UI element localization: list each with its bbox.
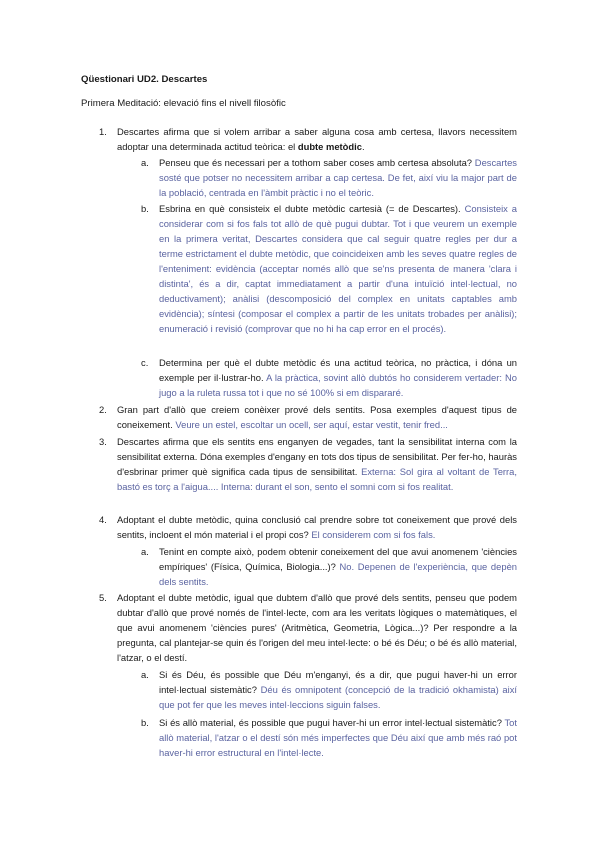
question-1b-letter: b. <box>141 203 149 214</box>
question-3-number: 3. <box>99 436 107 447</box>
question-4a-answer: No. Depenen de l'experiència, que depèn dels sentits. <box>159 561 517 587</box>
question-4-number: 4. <box>99 514 107 525</box>
question-1c-text: Determina per què el dubte metòdic és una actitud teòrica, no pràctica, i dóna un exemple per il·lustrar-ho. A la pràctica, sovint allò dubtós ho considerem vertader: No jugo a la ruleta russa tot i que no sé 100% si em dispararé. <box>159 357 517 398</box>
question-5a-text: Si és Déu, és possible que Déu m'enganyi, és a dir, que pugui haver-hi un error intel·lectual sistemàtic? Déu és omnipotent (concepció de la tradició okhamista) així que pot fer que les meves intel·leccions siguin falses. <box>159 669 517 710</box>
question-2-number: 2. <box>99 404 107 415</box>
question-1b-text: Esbrina en què consisteix el dubte metòdic cartesià (= de Descartes). Consisteix a considerar com si fos fals tot allò de què pugui dubtar. Tot i que veurem un exemple en la primera veritat, Descartes considera que cal seguir quatre regles per dur a terme estrictament el dubte metòdic, que coincideixen amb les seves quatre regles de l'enteniment: evidència (acceptar només allò que se'ns presenta de manera 'clara i distinta', és a dir, captat immediatament a partir d'una intuïció intel·lectual, no deductivament); anàlisi (descomposició del complex en unitats captables amb evidència); síntesi (composar el complex a partir de les unitats trobades per anàlisi); enumeració i revisió (comprovar que no hi ha cap error en el procés). <box>159 203 517 334</box>
question-4-text: Adoptant el dubte metòdic, quina conclusió cal prendre sobre tot coneixement que prové dels sentits, incloent el món material i el propi cos? El considerem com si fos fals. <box>117 514 517 540</box>
question-5b-letter: b. <box>141 717 149 728</box>
question-1-number: 1. <box>99 126 107 137</box>
question-4-answer: El considerem com si fos fals. <box>311 529 436 540</box>
question-4a-text: Tenint en compte això, podem obtenir coneixement del que avui anomenem 'ciències empíriques' (Física, Química, Biologia...)? No. Depenen de l'experiència, que depèn dels sentits. <box>159 546 517 587</box>
question-2-text: Gran part d'allò que creiem conèixer prové dels sentits. Posa exemples d'aquest tipus de coneixement. Veure un estel, escoltar un ocell, ser aquí, estar vestit, tenir fred... <box>117 404 517 430</box>
question-5a-letter: a. <box>141 669 149 680</box>
question-3-answer: Externa: Sol gira al voltant de Terra, bastó es torç a l'aigua.... Interna: durant el son, sento el somni com si fos realitat. <box>117 466 517 492</box>
question-5b-answer: Tot allò material, l'atzar o el destí són més imperfectes que Déu així que amb més raó pot haver-hi error estructural en l'intel·lecte. <box>159 717 517 758</box>
question-5b-text: Si és allò material, és possible que pugui haver-hi un error intel·lectual sistemàtic? Tot allò material, l'atzar o el destí són més imperfectes que Déu així que amb més raó pot haver-hi error estructural en l'intel·lecte. <box>159 717 517 758</box>
question-1b-answer: Consisteix a considerar com si fos fals tot allò de què pugui dubtar. Tot i que veurem un exemple en la primera veritat, Descartes considera que cal seguir quatre regles per dur a terme estrictament el dubte metòdic, que coincideixen amb les seves quatre regles de l'enteniment: evidència (acceptar només allò que se'ns presenta de manera 'clara i distinta', és a dir, captat immediatament a partir d'una intuïció intel·lectual, no deductivament); anàlisi (descomposició del complex en unitats captables amb evidència); síntesi (composar el complex a partir de les unitats trobades per anàlisi); enumeració i revisió (comprovar que no hi ha cap error en el procés). <box>159 203 517 334</box>
document-subtitle: Primera Meditació: elevació fins el nivell filosòfic <box>81 98 286 109</box>
question-5-text: Adoptant el dubte metòdic, igual que dubtem d'allò que prové dels sentits, penseu que podem dubtar d'allò que prové només de l'intel·lecte, com ara les veritats lògiques o matemàtiques, el que avui anomenem 'ciències pures' (Aritmètica, Geometria, Lògica...)? Per respondre a la pregunta, cal plantejar-se quin és l'origen del meu intel·lecte: o bé és Déu; o bé és allò material, l'atzar, o el destí. <box>117 592 517 663</box>
document-title: Qüestionari UD2. Descartes <box>81 74 208 85</box>
question-1c-answer: A la pràctica, sovint allò dubtós ho considerem vertader: No jugo a la ruleta russa tot i que no sé 100% si em dispararé. <box>159 372 517 398</box>
question-5-number: 5. <box>99 592 107 603</box>
question-1a-letter: a. <box>141 157 149 168</box>
question-1a-answer: Descartes sosté que potser no necessitem arribar a cap certesa. De fet, així viu la major part de la població, centrada en l'àmbit pràctic i no el teòric. <box>159 157 517 198</box>
question-1-text: Descartes afirma que si volem arribar a saber alguna cosa amb certesa, llavors necessitem adoptar una determinada actitud teòrica: el dubte metòdic. <box>117 126 517 152</box>
question-5a-answer: Déu és omnipotent (concepció de la tradició okhamista) així que pot fer que les meves intel·leccions siguin falses. <box>159 684 517 710</box>
question-4a-letter: a. <box>141 546 149 557</box>
question-3-text: Descartes afirma que els sentits ens enganyen de vegades, tant la sensibilitat interna com la sensibilitat externa. Dóna exemples d'engany en tots dos tipus de sensibilitat. Per fer-ho, hauràs d'esbrinar primer què significa cada tipus de sensibilitat. Externa: Sol gira al voltant de Terra, bastó es torç a l'aigua.... Interna: durant el son, sento el somni com si fos realitat. <box>117 436 517 492</box>
question-1c-letter: c. <box>141 357 149 368</box>
question-1a-text: Penseu que és necessari per a tothom saber coses amb certesa absoluta? Descartes sosté que potser no necessitem arribar a cap certesa. De fet, així viu la major part de la població, centrada en l'àmbit pràctic i no el teòric. <box>159 157 517 198</box>
question-2-answer: Veure un estel, escoltar un ocell, ser aquí, estar vestit, tenir fred... <box>175 419 448 430</box>
